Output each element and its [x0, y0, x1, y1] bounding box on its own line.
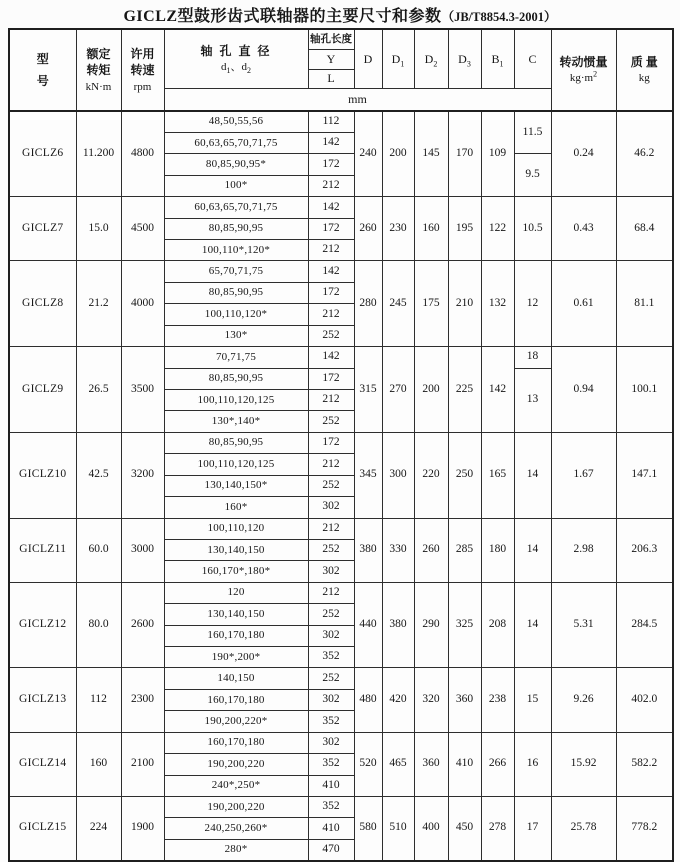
- inertia-cell: 2.98: [551, 518, 616, 582]
- header-dim-D1: [382, 29, 414, 88]
- dim-D2-label: D: [424, 51, 434, 66]
- dim-C-cell: 18: [514, 347, 551, 368]
- page-title: [0, 3, 680, 26]
- bore-diameters-cell: 160,170*,180*: [164, 561, 308, 582]
- torque-cell: 21.2: [76, 261, 121, 347]
- mass-cell: 402.0: [616, 668, 673, 732]
- bore-diameters-cell: 130*,140*: [164, 411, 308, 432]
- header-torque-line1: 额定: [86, 47, 111, 62]
- dim-C-cell: 14: [514, 518, 551, 582]
- bore-length-cell: 212: [308, 518, 354, 539]
- dim-C-cell: 11.5: [514, 111, 551, 154]
- header-speed-unit: rpm: [133, 80, 152, 93]
- mass-cell: 206.3: [616, 518, 673, 582]
- spec-row: [9, 668, 673, 689]
- torque-cell: 15.0: [76, 197, 121, 261]
- mass-cell: 778.2: [616, 797, 673, 861]
- header-model-line1: 型: [36, 51, 49, 66]
- bore-diameters-cell: 100,110,120,125: [164, 389, 308, 410]
- speed-cell: 4000: [121, 261, 164, 347]
- inertia-cell: 0.94: [551, 347, 616, 433]
- dim-D1-cell: 245: [382, 261, 414, 347]
- bore-length-cell: 352: [308, 754, 354, 775]
- header-speed: [121, 29, 164, 111]
- bore-length-cell: 252: [308, 411, 354, 432]
- dim-D3-cell: 195: [448, 197, 481, 261]
- speed-cell: 2600: [121, 582, 164, 668]
- dim-D3-cell: 210: [448, 261, 481, 347]
- speed-cell: 3000: [121, 518, 164, 582]
- dim-B1-cell: 266: [481, 732, 514, 796]
- header-bore-symbols: [165, 60, 308, 74]
- bore-length-cell: 302: [308, 732, 354, 753]
- bore-length-cell: 352: [308, 647, 354, 668]
- bore-length-cell: 142: [308, 132, 354, 153]
- mass-cell: 46.2: [616, 111, 673, 197]
- torque-cell: 224: [76, 797, 121, 861]
- dim-C-label: C: [528, 51, 537, 66]
- dim-D1-cell: 380: [382, 582, 414, 668]
- bore-diameters-cell: 100,110,120*: [164, 304, 308, 325]
- bore-length-cell: 212: [308, 454, 354, 475]
- header-model: [9, 29, 76, 111]
- dim-D1-cell: 330: [382, 518, 414, 582]
- dim-D-cell: 240: [354, 111, 382, 197]
- dim-B1-cell: 238: [481, 668, 514, 732]
- dim-C-cell: 17: [514, 797, 551, 861]
- header-speed-line2: 转速: [130, 63, 155, 78]
- bore-length-cell: 302: [308, 561, 354, 582]
- bore-length-cell: 142: [308, 261, 354, 282]
- header-dim-C: [514, 29, 551, 88]
- bore-d1-sub: 1: [226, 66, 231, 76]
- dim-C-cell: 9.5: [514, 154, 551, 197]
- header-torque-line2: 转矩: [86, 63, 111, 78]
- bore-separator: 、: [230, 61, 242, 74]
- bore-length-cell: 172: [308, 432, 354, 453]
- bore-diameters-cell: 190,200,220: [164, 797, 308, 818]
- bore-length-cell: 142: [308, 197, 354, 218]
- torque-cell: 11.200: [76, 111, 121, 197]
- bore-diameters-cell: 100*: [164, 175, 308, 196]
- dim-D3-cell: 170: [448, 111, 481, 197]
- dim-D1-cell: 270: [382, 347, 414, 433]
- dim-D2-cell: 145: [414, 111, 448, 197]
- bore-diameters-cell: 100,110*,120*: [164, 240, 308, 261]
- bore-diameters-cell: 80,85,90,95: [164, 432, 308, 453]
- dim-B1-cell: 142: [481, 347, 514, 433]
- spec-row: [9, 197, 673, 218]
- model-cell: GICLZ15: [9, 797, 76, 861]
- bore-length-cell: 172: [308, 218, 354, 239]
- bore-diameters-cell: 190,200,220: [164, 754, 308, 775]
- bore-diameters-cell: 70,71,75: [164, 347, 308, 368]
- coupling-spec-table: [8, 28, 674, 862]
- model-cell: GICLZ14: [9, 732, 76, 796]
- bore-length-cell: 212: [308, 389, 354, 410]
- bore-length-cell: 352: [308, 797, 354, 818]
- bore-d1: d: [221, 61, 227, 74]
- model-cell: GICLZ6: [9, 111, 76, 197]
- bore-length-cell: 410: [308, 775, 354, 796]
- dim-D3-cell: 410: [448, 732, 481, 796]
- dim-D2-cell: 260: [414, 518, 448, 582]
- dim-C-cell: 13: [514, 368, 551, 432]
- dim-D1-cell: 465: [382, 732, 414, 796]
- dim-D2-cell: 160: [414, 197, 448, 261]
- header-length-L: L: [308, 69, 354, 88]
- bore-diameters-cell: 130,140,150*: [164, 475, 308, 496]
- header-dim-D2: [414, 29, 448, 88]
- dim-D3-cell: 285: [448, 518, 481, 582]
- table-header: [9, 29, 673, 111]
- bore-diameters-cell: 190,200,220*: [164, 711, 308, 732]
- bore-diameters-cell: 65,70,71,75: [164, 261, 308, 282]
- dim-D2-sub: 2: [433, 58, 438, 68]
- bore-length-cell: 252: [308, 539, 354, 560]
- dim-D2-cell: 360: [414, 732, 448, 796]
- spec-row: [9, 111, 673, 132]
- inertia-cell: 0.24: [551, 111, 616, 197]
- bore-diameters-cell: 240*,250*: [164, 775, 308, 796]
- bore-length-cell: 112: [308, 111, 354, 132]
- speed-cell: 2100: [121, 732, 164, 796]
- inertia-cell: 0.43: [551, 197, 616, 261]
- bore-length-cell: 352: [308, 711, 354, 732]
- torque-cell: 160: [76, 732, 121, 796]
- dim-D1-sub: 1: [400, 58, 405, 68]
- dim-B1-cell: 208: [481, 582, 514, 668]
- bore-diameters-cell: 80,85,90,95*: [164, 154, 308, 175]
- bore-diameters-cell: 190*,200*: [164, 647, 308, 668]
- bore-diameters-cell: 100,110,120: [164, 518, 308, 539]
- header-dim-D3: [448, 29, 481, 88]
- speed-cell: 2300: [121, 668, 164, 732]
- dim-B1-cell: 180: [481, 518, 514, 582]
- dim-D2-cell: 290: [414, 582, 448, 668]
- header-torque-unit: kN·m: [85, 80, 112, 93]
- bore-diameters-cell: 160,170,180: [164, 689, 308, 710]
- bore-length-cell: 470: [308, 839, 354, 860]
- dim-B1-cell: 109: [481, 111, 514, 197]
- speed-cell: 4800: [121, 111, 164, 197]
- bore-length-cell: 252: [308, 325, 354, 346]
- bore-length-cell: 212: [308, 304, 354, 325]
- bore-diameters-cell: 140,150: [164, 668, 308, 689]
- bore-length-cell: 252: [308, 604, 354, 625]
- dim-D-cell: 580: [354, 797, 382, 861]
- dim-B1-cell: 132: [481, 261, 514, 347]
- inertia-unit-exp: 2: [593, 69, 598, 79]
- spec-row: [9, 582, 673, 603]
- torque-cell: 26.5: [76, 347, 121, 433]
- dim-D-label: D: [363, 51, 373, 66]
- spec-row: [9, 347, 673, 368]
- model-cell: GICLZ8: [9, 261, 76, 347]
- dim-D-cell: 260: [354, 197, 382, 261]
- header-inertia-unit: [552, 71, 616, 85]
- dim-D2-cell: 220: [414, 432, 448, 518]
- header-speed-line1: 许用: [130, 47, 155, 62]
- inertia-unit-base: kg·m: [569, 72, 594, 85]
- torque-cell: 60.0: [76, 518, 121, 582]
- bore-d2: d: [241, 61, 247, 74]
- bore-diameters-cell: 100,110,120,125: [164, 454, 308, 475]
- header-bore-length-title: 轴孔长度: [310, 34, 352, 46]
- dim-D2-cell: 400: [414, 797, 448, 861]
- header-length-Y: Y: [308, 49, 354, 69]
- header-row-1: [9, 29, 673, 49]
- dim-C-cell: 14: [514, 432, 551, 518]
- mass-cell: 100.1: [616, 347, 673, 433]
- bore-diameters-cell: 160,170,180: [164, 732, 308, 753]
- dim-D2-cell: 320: [414, 668, 448, 732]
- mass-cell: 81.1: [616, 261, 673, 347]
- torque-cell: 112: [76, 668, 121, 732]
- bore-diameters-cell: 280*: [164, 839, 308, 860]
- mass-cell: 582.2: [616, 732, 673, 796]
- dim-D-cell: 315: [354, 347, 382, 433]
- inertia-cell: 0.61: [551, 261, 616, 347]
- bore-diameters-cell: 130,140,150: [164, 539, 308, 560]
- dim-D-cell: 345: [354, 432, 382, 518]
- bore-length-cell: 172: [308, 368, 354, 389]
- bore-length-cell: 252: [308, 475, 354, 496]
- bore-diameters-cell: 48,50,55,56: [164, 111, 308, 132]
- model-cell: GICLZ7: [9, 197, 76, 261]
- bore-length-cell: 302: [308, 689, 354, 710]
- dim-D1-cell: 510: [382, 797, 414, 861]
- dim-C-cell: 16: [514, 732, 551, 796]
- dim-D1-cell: 200: [382, 111, 414, 197]
- bore-diameters-cell: 130,140,150: [164, 604, 308, 625]
- torque-cell: 80.0: [76, 582, 121, 668]
- bore-length-cell: 172: [308, 154, 354, 175]
- table-body: [9, 111, 673, 861]
- bore-length-cell: 302: [308, 497, 354, 518]
- header-dim-B1: [481, 29, 514, 88]
- dim-B1-cell: 165: [481, 432, 514, 518]
- spec-row: [9, 797, 673, 818]
- header-bore-diameter: [164, 29, 308, 88]
- model-cell: GICLZ10: [9, 432, 76, 518]
- header-bore-length: [308, 29, 354, 49]
- dim-D1-label: D: [391, 51, 401, 66]
- header-bore-title: 轴 孔 直 径: [200, 44, 272, 58]
- spec-row: [9, 432, 673, 453]
- dim-D3-cell: 450: [448, 797, 481, 861]
- dim-D-cell: 380: [354, 518, 382, 582]
- speed-cell: 1900: [121, 797, 164, 861]
- dim-D3-cell: 360: [448, 668, 481, 732]
- dim-D1-cell: 230: [382, 197, 414, 261]
- bore-diameters-cell: 160*: [164, 497, 308, 518]
- dim-C-cell: 14: [514, 582, 551, 668]
- dim-B1-sub: 1: [499, 58, 504, 68]
- dim-D3-cell: 225: [448, 347, 481, 433]
- header-mass: [616, 29, 673, 111]
- header-inertia-label: 转动惯量: [559, 55, 608, 70]
- inertia-cell: 9.26: [551, 668, 616, 732]
- bore-length-cell: 252: [308, 668, 354, 689]
- bore-length-cell: 212: [308, 240, 354, 261]
- spec-row: [9, 518, 673, 539]
- header-model-line2: 号: [36, 74, 49, 88]
- mass-cell: 284.5: [616, 582, 673, 668]
- bore-length-cell: 212: [308, 175, 354, 196]
- dim-D3-sub: 3: [466, 58, 471, 68]
- bore-diameters-cell: 130*: [164, 325, 308, 346]
- bore-diameters-cell: 80,85,90,95: [164, 282, 308, 303]
- dim-D-cell: 520: [354, 732, 382, 796]
- bore-length-cell: 142: [308, 347, 354, 368]
- bore-diameters-cell: 80,85,90,95: [164, 368, 308, 389]
- model-cell: GICLZ11: [9, 518, 76, 582]
- title-standard-ref: （JB/T8854.3-2001）: [441, 10, 557, 24]
- dim-D2-cell: 200: [414, 347, 448, 433]
- speed-cell: 4500: [121, 197, 164, 261]
- bore-length-cell: 212: [308, 582, 354, 603]
- model-cell: GICLZ12: [9, 582, 76, 668]
- inertia-cell: 5.31: [551, 582, 616, 668]
- header-torque: [76, 29, 121, 111]
- spec-row: [9, 261, 673, 282]
- dim-D-cell: 440: [354, 582, 382, 668]
- dim-B1-cell: 278: [481, 797, 514, 861]
- dim-D1-cell: 300: [382, 432, 414, 518]
- dim-C-cell: 10.5: [514, 197, 551, 261]
- bore-diameters-cell: 160,170,180: [164, 625, 308, 646]
- bore-length-cell: 302: [308, 625, 354, 646]
- bore-length-cell: 172: [308, 282, 354, 303]
- dim-C-cell: 12: [514, 261, 551, 347]
- dim-D3-cell: 325: [448, 582, 481, 668]
- dim-D-cell: 480: [354, 668, 382, 732]
- header-unit-mm: mm: [164, 88, 551, 111]
- bore-diameters-cell: 240,250,260*: [164, 818, 308, 839]
- dim-D1-cell: 420: [382, 668, 414, 732]
- header-mass-label: 质 量: [630, 55, 658, 70]
- inertia-cell: 1.67: [551, 432, 616, 518]
- model-cell: GICLZ9: [9, 347, 76, 433]
- dim-D-cell: 280: [354, 261, 382, 347]
- dim-D3-cell: 250: [448, 432, 481, 518]
- speed-cell: 3500: [121, 347, 164, 433]
- bore-diameters-cell: 60,63,65,70,71,75: [164, 197, 308, 218]
- dim-B1-cell: 122: [481, 197, 514, 261]
- bore-d2-sub: 2: [247, 66, 251, 76]
- dim-D3-label: D: [458, 51, 467, 66]
- dim-D2-cell: 175: [414, 261, 448, 347]
- header-inertia: [551, 29, 616, 111]
- bore-diameters-cell: 80,85,90,95: [164, 218, 308, 239]
- title-text: GICLZ型鼓形齿式联轴器的主要尺寸和参数: [123, 8, 442, 25]
- model-cell: GICLZ13: [9, 668, 76, 732]
- header-dim-D: [354, 29, 382, 88]
- bore-length-cell: 410: [308, 818, 354, 839]
- bore-diameters-cell: 120: [164, 582, 308, 603]
- spec-row: [9, 732, 673, 753]
- mass-cell: 147.1: [616, 432, 673, 518]
- speed-cell: 3200: [121, 432, 164, 518]
- header-mass-unit: kg: [638, 72, 650, 85]
- inertia-cell: 15.92: [551, 732, 616, 796]
- bore-diameters-cell: 60,63,65,70,71,75: [164, 132, 308, 153]
- torque-cell: 42.5: [76, 432, 121, 518]
- mass-cell: 68.4: [616, 197, 673, 261]
- inertia-cell: 25.78: [551, 797, 616, 861]
- dim-B1-label: B: [491, 51, 500, 66]
- dim-C-cell: 15: [514, 668, 551, 732]
